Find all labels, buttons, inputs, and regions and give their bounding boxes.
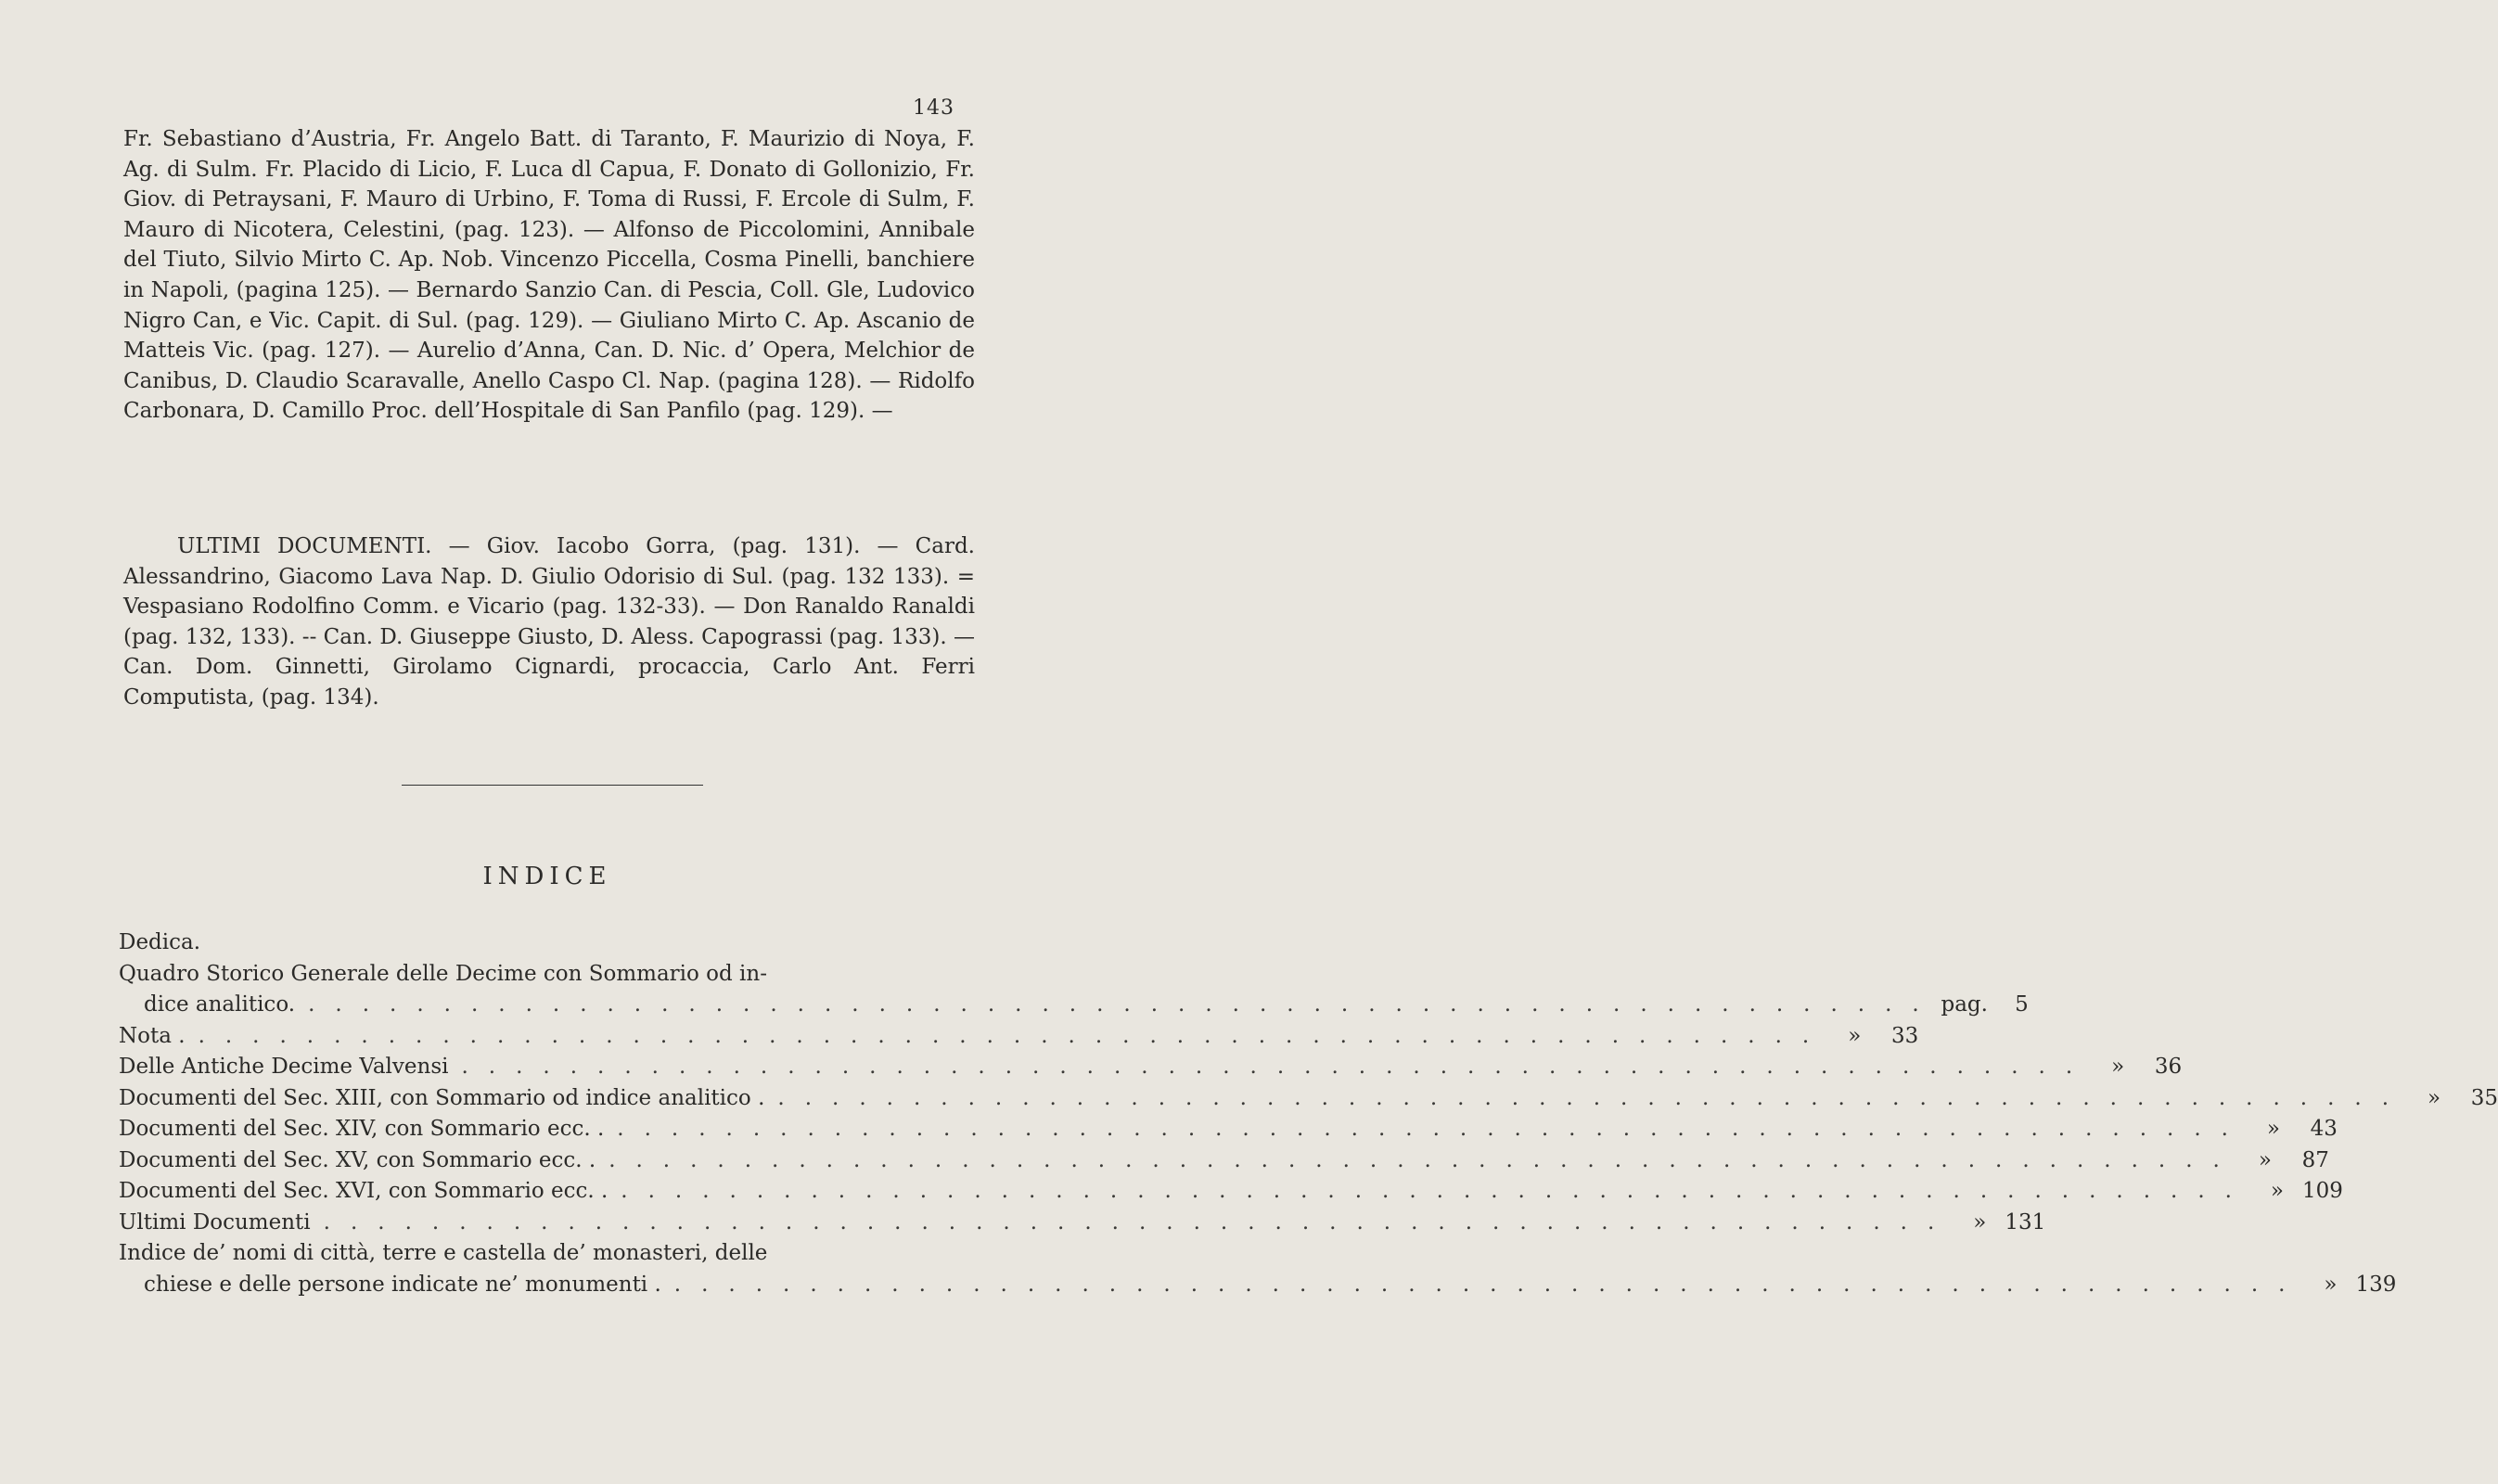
toc-entry-title: Documenti del Sec. XIV, con Sommario ecc. . <box>119 1117 605 1141</box>
toc-entry-title: Delle Antiche Decime Valvensi <box>119 1055 449 1079</box>
toc-entry-sec-xiii <box>119 1083 2498 1115</box>
toc-page-ref <box>2248 1114 2338 1145</box>
toc-entry-title: Nota . <box>119 1023 186 1048</box>
toc-entry-sec-xiv <box>119 1114 2338 1145</box>
page-number-ref: 139 <box>2355 1272 2397 1297</box>
dot-leader: ............................................................ <box>461 1055 2094 1079</box>
toc-entry-title: Quadro Storico Generale delle Decime con Sommario od in- <box>119 961 767 986</box>
names-paragraph: Fr. Sebastiano d’Austria, Fr. Angelo Batt. di Taranto, F. Maurizio di Noya, F. Ag. di Sulm. Fr. Placido di Licio, F. Luca dl Capua, F. Donato di Gollonizio, Fr. Giov. di Petraysani, F. Mauro di Urbino, F. Toma di Russi, F. Ercole di Sulm, F. Mauro di Nicotera, Celestini, (pag. 123). — Alfonso de Piccolomini, Annibale del Tiuto, Silvio Mirto C. Ap. Nob. Vincenzo Piccella, Cosma Pinelli, banchiere in Napoli, (pagina 125). — Bernardo Sanzio Can. di Pescia, Coll. Gle, Ludovico Nigro Can, e Vic. Capit. di Sul. (pag. 129). — Giuliano Mirto C. Ap. Ascanio de Matteis Vic. (pag. 127). — Aurelio d’Anna, Can. D. Nic. d’ Opera, Melchior de Canibus, D. Claudio Scaravalle, Anello Caspo Cl. Nap. (pagina 128). — Ridolfo Carbonara, D. Camillo Proc. dell’Hospitale di San Panfilo (pag. 129). — <box>123 127 975 424</box>
toc-entry-title: Documenti del Sec. XVI, con Sommario ecc. . <box>119 1179 608 1203</box>
dot-leader: ............................................................ <box>673 1272 2306 1297</box>
toc-page-ref <box>1940 990 2029 1021</box>
dot-leader: ............................................................ <box>308 992 1940 1017</box>
index-heading: INDICE <box>482 863 612 890</box>
toc-entry-quadro-line2 <box>119 990 2029 1021</box>
toc-entry-sec-xvi <box>119 1176 2343 1208</box>
toc-page-ref <box>2240 1145 2329 1177</box>
toc-entry-title: dice analitico. <box>144 992 296 1017</box>
page-number-ref: 109 <box>2301 1179 2343 1203</box>
toc-entry-quadro-line1 <box>119 959 974 991</box>
ditto-mark: » <box>2258 1147 2272 1172</box>
page-number-ref: 131 <box>2005 1209 2046 1235</box>
page-number-ref: 5 <box>2015 992 2029 1017</box>
ditto-mark: » <box>2324 1272 2338 1297</box>
toc-entry-nota <box>119 1021 1919 1053</box>
toc-entry-title: Ultimi Documenti <box>119 1209 311 1235</box>
section-divider <box>402 785 703 786</box>
dot-leader: ............................................................ <box>198 1023 1830 1048</box>
page-number-ref: 33 <box>1890 1023 1919 1048</box>
page-number-ref: 35 <box>2470 1085 2498 1110</box>
toc-entry-title: chiese e delle persone indicate ne’ monumenti . <box>144 1272 661 1297</box>
page-abbreviation: pag. <box>1941 992 1988 1017</box>
toc-entry-ultimi-documenti <box>119 1208 2046 1239</box>
toc-entry-title: Dedica. <box>119 930 201 954</box>
toc-entry-title: Documenti del Sec. XIII, con Sommario od indice analitico . <box>119 1085 765 1110</box>
toc-entry-indice-line2 <box>119 1270 2397 1301</box>
toc-entry-title: Documenti del Sec. XV, con Sommario ecc. . <box>119 1147 596 1172</box>
toc-page-ref <box>1954 1208 2046 1239</box>
page-number: 143 <box>913 96 954 120</box>
page-number-ref: 87 <box>2301 1147 2329 1172</box>
ditto-mark: » <box>2111 1055 2125 1079</box>
dot-leader: ............................................................ <box>608 1147 2240 1172</box>
toc-entry-dedica <box>119 928 974 959</box>
ultimi-documenti-paragraph: ULTIMI DOCUMENTI. — Giov. Iacobo Gorra, (pag. 131). — Card. Alessandrino, Giacomo Lava Nap. D. Giulio Odorisio di Sul. (pag. 132 133). = Vespasiano Rodolfino Comm. e Vicario (pag. 132-33). — Don Ranaldo Ranaldi (pag. 132, 133). -- Can. D. Giuseppe Giusto, D. Aless. Capograssi (pag. 133). — Can. Dom. Ginnetti, Girolamo Cignardi, procaccia, Carlo Ant. Ferri Computista, (pag. 134). <box>123 534 975 710</box>
toc-page-ref <box>2409 1083 2498 1115</box>
toc-entry-indice-line1 <box>119 1238 974 1270</box>
dot-leader: ............................................................ <box>777 1085 2410 1110</box>
toc-entry-title: Indice de’ nomi di città, terre e castella de’ monasteri, delle <box>119 1241 768 1265</box>
ditto-mark: » <box>2270 1179 2284 1203</box>
ditto-mark: » <box>2266 1117 2280 1141</box>
toc-page-ref <box>1829 1021 1918 1053</box>
toc-entry-sec-xv <box>119 1145 2329 1177</box>
toc-entry-antiche-decime <box>119 1052 2183 1083</box>
ditto-mark: » <box>1973 1209 1987 1235</box>
ditto-mark: » <box>2428 1085 2441 1110</box>
ditto-mark: » <box>1848 1023 1862 1048</box>
toc-page-ref <box>2093 1052 2182 1083</box>
dot-leader: ............................................................ <box>617 1117 2248 1141</box>
toc-page-ref <box>2252 1176 2341 1208</box>
page-number-ref: 36 <box>2154 1055 2183 1079</box>
dot-leader: ............................................................ <box>621 1179 2252 1203</box>
page-number-ref: 43 <box>2310 1117 2338 1141</box>
toc-page-ref <box>2305 1270 2397 1301</box>
table-of-contents <box>119 928 2498 1300</box>
dot-leader: ............................................................ <box>323 1209 1955 1235</box>
